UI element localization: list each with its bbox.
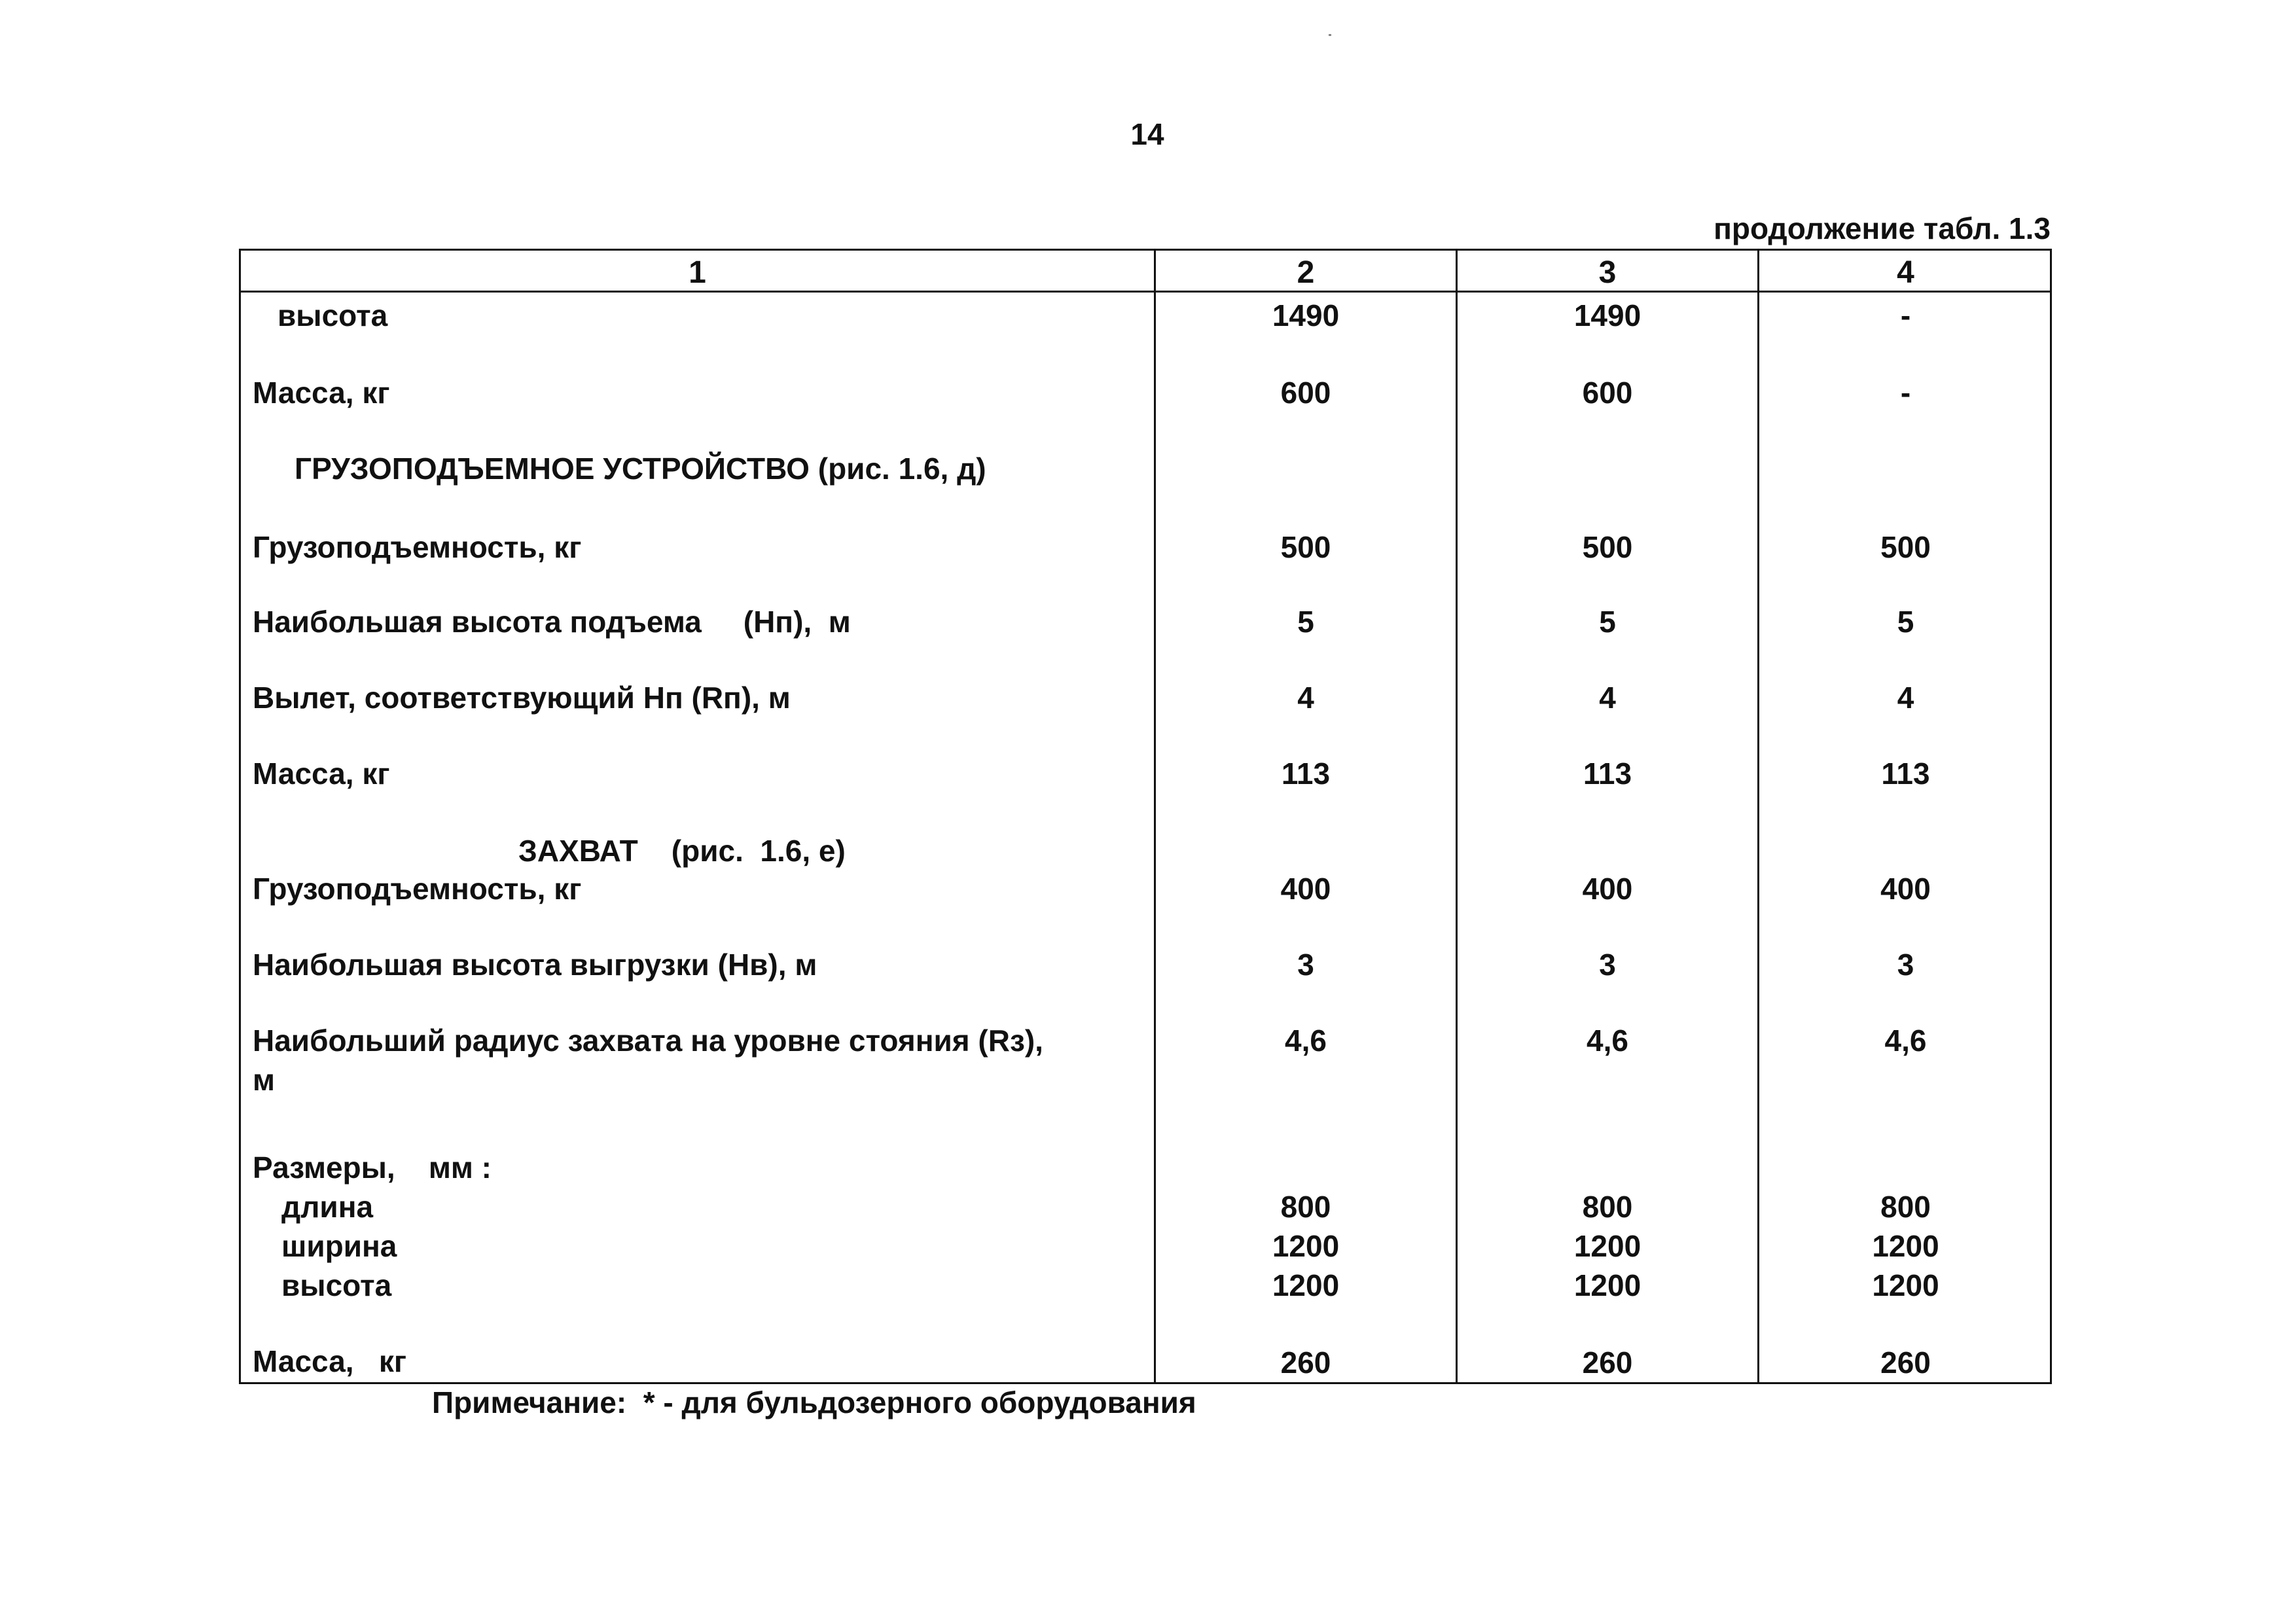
row-value: 400 xyxy=(1280,872,1331,906)
row-value: - xyxy=(1900,298,1911,332)
row-label: Наибольшая высота подъема (Нп), м xyxy=(253,605,851,639)
col-header-3: 3 xyxy=(1598,255,1617,290)
table-footnote: Примечание: * - для бульдозерного оборудования xyxy=(432,1385,1196,1419)
row-label: Масса, кг xyxy=(253,376,390,410)
row-value: 4 xyxy=(1897,681,1914,715)
row-value: 1200 xyxy=(1272,1268,1340,1302)
row-value: 800 xyxy=(1880,1190,1931,1224)
row-label: длина xyxy=(281,1190,374,1224)
row-value: 500 xyxy=(1280,530,1331,564)
col-header-1: 1 xyxy=(689,255,706,290)
col-header-2: 2 xyxy=(1297,255,1315,290)
row-label: Грузоподъемность, кг xyxy=(253,872,582,906)
row-value: 5 xyxy=(1897,605,1914,639)
group-label: Размеры, мм : xyxy=(253,1150,492,1185)
row-value: 4 xyxy=(1599,681,1616,715)
row-label: Масса, кг xyxy=(253,757,390,791)
row-label: Наибольший радиус захвата на уровне стояния (Rз), xyxy=(253,1024,1043,1058)
row-value: 800 xyxy=(1582,1190,1633,1224)
section-heading: ГРУЗОПОДЪЕМНОЕ УСТРОЙСТВО (рис. 1.6, д) xyxy=(295,452,986,486)
row-value: 600 xyxy=(1582,376,1633,410)
row-value: 5 xyxy=(1297,605,1314,639)
table-caption: продолжение табл. 1.3 xyxy=(1713,211,2051,245)
spec-table xyxy=(239,249,2052,1384)
row-value: 260 xyxy=(1280,1346,1331,1380)
row-label: высота xyxy=(278,298,388,332)
row-value: 500 xyxy=(1582,530,1633,564)
row-value: 113 xyxy=(1281,757,1331,791)
row-label: Масса, кг xyxy=(253,1344,407,1378)
row-value: 4 xyxy=(1297,681,1314,715)
row-value: 1200 xyxy=(1272,1229,1340,1263)
row-value: 1200 xyxy=(1872,1268,1939,1302)
row-label: Грузоподъемность, кг xyxy=(253,530,582,564)
row-value: 3 xyxy=(1297,948,1314,982)
row-value: 600 xyxy=(1280,376,1331,410)
row-value: 3 xyxy=(1599,948,1616,982)
row-value: 1200 xyxy=(1573,1268,1641,1302)
row-value: 260 xyxy=(1582,1346,1633,1380)
row-value: 4,6 xyxy=(1285,1024,1327,1058)
row-value: 4,6 xyxy=(1884,1024,1927,1058)
row-label: ширина xyxy=(281,1229,397,1263)
row-label: высота xyxy=(281,1268,392,1302)
row-value: 3 xyxy=(1897,948,1914,982)
row-value: 5 xyxy=(1599,605,1616,639)
row-value: 400 xyxy=(1880,872,1931,906)
row-value: 113 xyxy=(1583,757,1632,791)
row-value: 1490 xyxy=(1573,298,1641,332)
row-label: Вылет, соответствующий Нп (Rп), м xyxy=(253,681,791,715)
header-divider xyxy=(241,291,2050,293)
row-value: 260 xyxy=(1880,1346,1931,1380)
row-label: Наибольшая высота выгрузки (Нв), м xyxy=(253,948,817,982)
page-number: 14 xyxy=(1130,117,1164,151)
row-value: 1200 xyxy=(1573,1229,1641,1263)
row-value: 800 xyxy=(1280,1190,1331,1224)
scan-speck xyxy=(1329,34,1331,36)
row-value: 4,6 xyxy=(1587,1024,1628,1058)
row-value: 1200 xyxy=(1872,1229,1939,1263)
row-value: - xyxy=(1900,376,1911,410)
row-value: 1490 xyxy=(1272,298,1340,332)
row-label-continuation: м xyxy=(253,1063,276,1097)
col-header-4: 4 xyxy=(1897,255,1914,290)
row-value: 500 xyxy=(1880,530,1931,564)
row-value: 400 xyxy=(1582,872,1633,906)
section-heading: ЗАХВАТ (рис. 1.6, е) xyxy=(518,834,846,868)
row-value: 113 xyxy=(1881,757,1930,791)
